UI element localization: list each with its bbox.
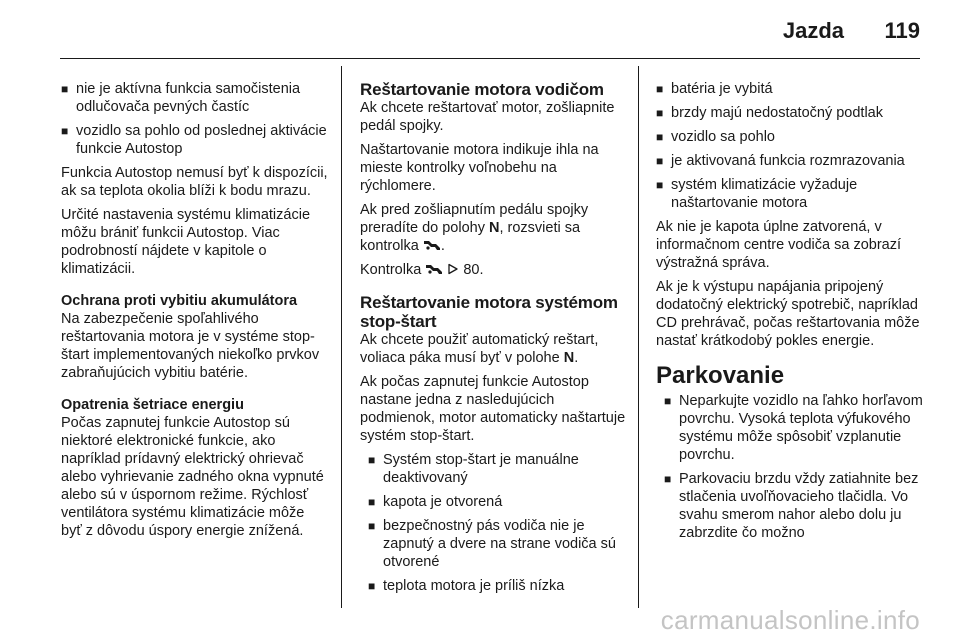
list-item: ■ teplota motora je príliš nízka <box>368 578 565 594</box>
bullet-icon: ■ <box>656 106 664 120</box>
bullet-icon: ■ <box>664 472 672 486</box>
paragraph: Naštartovanie motora indikuje ihla na mieste kontrolky voľnobehu na rýchlomere. <box>360 142 599 194</box>
bullet-icon: ■ <box>656 130 664 144</box>
column-2 <box>360 80 628 601</box>
header-rule <box>60 58 920 59</box>
paragraph: Kontrolka 80. <box>360 262 484 278</box>
subheading: Ochrana proti vybitiu akumulátora <box>61 293 298 309</box>
autostop-car-icon <box>423 239 441 251</box>
list-item: ■ Neparkujte vozidlo na ľahko horľavom povrchu. Vysoká teplota výfukového systému môže spôsobiť vzplanutie povrchu. <box>664 393 923 463</box>
bullet-icon: ■ <box>656 154 664 168</box>
bullet-list <box>360 451 628 595</box>
list-item: ■ brzdy majú nedostatočný podtlak <box>656 105 883 121</box>
list-item: ■ bezpečnostný pás vodiča nie je zapnutý a dvere na strane vodiča sú otvorené <box>368 518 616 570</box>
page-header <box>0 0 960 62</box>
list-item: ■ vozidlo sa pohlo od poslednej aktivácie funkcie Autostop <box>61 123 327 157</box>
list-item: ■ nie je aktívna funkcia samočistenia odlučovača pevných častíc <box>61 81 301 115</box>
gear-position-n: N <box>563 350 575 366</box>
bullet-list <box>656 80 924 212</box>
bullet-icon: ■ <box>61 82 69 96</box>
watermark: carmanualsonline.info <box>660 605 920 635</box>
autostop-car-icon <box>425 263 443 275</box>
bullet-icon: ■ <box>656 82 664 96</box>
section-title: Jazda <box>782 18 844 43</box>
bullet-icon: ■ <box>61 124 69 138</box>
list-item: ■ je aktivovaná funkcia rozmrazovania <box>656 153 905 169</box>
paragraph: Ak pred zošliapnutím pedálu spojky preradíte do polohy N, rozsvieti sa kontrolka . <box>360 202 589 254</box>
column-divider-2 <box>638 66 639 608</box>
paragraph: Na zabezpečenie spoľahlivého reštartovania motora je v systéme stop-štart implementovaných niekoľko prvkov zabraňujúcich vybitiu batérie. <box>61 311 320 381</box>
page-reference-icon <box>447 263 459 275</box>
paragraph: Počas zapnutej funkcie Autostop sú niektoré elektronické funkcie, ako napríklad prídavný elektrický ohrievač alebo vyhrievanie zadného okna vypnuté alebo sú v úspornom režime. Rýchlosť ventilátora systému klimatizácie môže byť z dôvodu úspory energie znížená. <box>61 415 324 539</box>
paragraph: Ak je k výstupu napájania pripojený dodatočný elektrický spotrebič, napríklad CD prehrávač, počas reštartovania môže nastať krátkodobý pokles energie. <box>656 279 920 349</box>
paragraph: Ak počas zapnutej funkcie Autostop nastane jedna z nasledujúcich podmienok, motor automaticky naštartuje systém stop-štart. <box>360 374 626 444</box>
bullet-list <box>61 80 329 158</box>
list-item: ■ Parkovaciu brzdu vždy zatiahnite bez stlačenia uvoľňovacieho tlačidla. Vo svahu smerom nahor alebo dolu ju zabrzdite čo možno <box>664 471 919 541</box>
gear-position-n: N <box>488 220 500 236</box>
list-item: ■ kapota je otvorená <box>368 494 503 510</box>
chapter-heading: Parkovanie <box>656 362 785 389</box>
column-divider-1 <box>341 66 342 608</box>
paragraph: Určité nastavenia systému klimatizácie môžu brániť funkcii Autostop. Viac podrobností nájdete v kapitole o klimatizácii. <box>61 207 311 277</box>
list-item: ■ Systém stop-štart je manuálne deaktivovaný <box>368 452 579 486</box>
bullet-icon: ■ <box>368 579 376 593</box>
bullet-icon: ■ <box>656 178 664 192</box>
paragraph: Ak chcete reštartovať motor, zošliapnite pedál spojky. <box>360 100 615 134</box>
bullet-icon: ■ <box>368 519 376 533</box>
bullet-list <box>656 392 924 542</box>
paragraph: Ak nie je kapota úplne zatvorená, v informačnom centre vodiča sa zobrazí výstražná správa. <box>656 219 901 271</box>
page-number: 119 <box>884 18 920 43</box>
column-3 <box>656 80 924 548</box>
list-item: ■ batéria je vybitá <box>656 81 773 97</box>
paragraph: Funkcia Autostop nemusí byť k dispozícii, ak sa teplota okolia blíži k bodu mrazu. <box>61 165 328 199</box>
column-1 <box>61 80 329 546</box>
bullet-icon: ■ <box>664 394 672 408</box>
bullet-icon: ■ <box>368 453 376 467</box>
paragraph: Ak chcete použiť automatický reštart, voliaca páka musí byť v polohe N. <box>360 332 599 366</box>
section-heading: Reštartovanie motora systémom stop-štart <box>360 293 618 331</box>
bullet-icon: ■ <box>368 495 376 509</box>
subheading: Opatrenia šetriace energiu <box>61 397 244 413</box>
list-item: ■ systém klimatizácie vyžaduje naštartovanie motora <box>656 177 858 211</box>
list-item: ■ vozidlo sa pohlo <box>656 129 775 145</box>
section-heading: Reštartovanie motora vodičom <box>360 80 604 99</box>
